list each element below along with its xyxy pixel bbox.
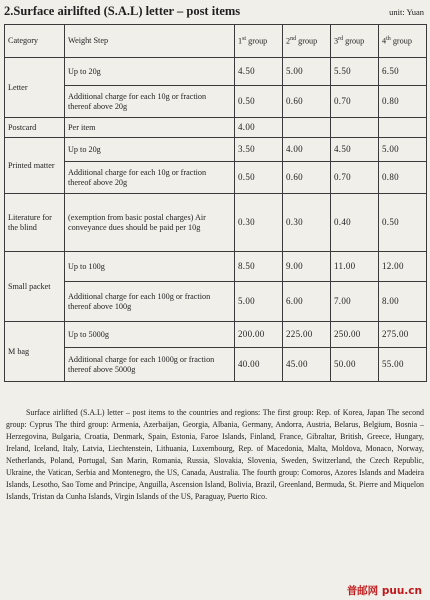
table-row [5, 322, 427, 348]
rate-g1: 8.50 [235, 252, 283, 282]
rate-g2: 0.60 [283, 86, 331, 118]
rate-g4: 0.80 [379, 86, 427, 118]
weight-step: Additional charge for each 10g or fraction thereof above 20g [65, 162, 235, 194]
table-row [5, 138, 427, 162]
table-row [5, 282, 427, 322]
rate-g4: 8.00 [379, 282, 427, 322]
rate-g4: 5.00 [379, 138, 427, 162]
table-row [5, 58, 427, 86]
rate-g3: 5.50 [331, 58, 379, 86]
rate-g3: 0.40 [331, 194, 379, 252]
table-row [5, 348, 427, 382]
title-row [4, 4, 426, 22]
rate-g4: 55.00 [379, 348, 427, 382]
category-m-bag: M bag [5, 322, 65, 382]
rate-g4: 0.80 [379, 162, 427, 194]
rate-g1: 4.00 [235, 118, 283, 138]
site-watermark: 普邮网 puu.cn [346, 585, 422, 597]
rate-g4: 6.50 [379, 58, 427, 86]
rate-g2 [283, 118, 331, 138]
weight-step: Per item [65, 118, 235, 138]
rate-g1: 5.00 [235, 282, 283, 322]
weight-step: Up to 20g [65, 138, 235, 162]
rate-g3: 0.70 [331, 86, 379, 118]
rate-g3: 11.00 [331, 252, 379, 282]
rate-g3: 7.00 [331, 282, 379, 322]
col-header-group-1: 1st group [235, 25, 283, 58]
rate-g2: 45.00 [283, 348, 331, 382]
rate-g2: 6.00 [283, 282, 331, 322]
table-row [5, 86, 427, 118]
rate-g3: 4.50 [331, 138, 379, 162]
rate-g3: 250.00 [331, 322, 379, 348]
rate-g1: 0.50 [235, 86, 283, 118]
col-header-group-4: 4th group [379, 25, 427, 58]
rate-g2: 5.00 [283, 58, 331, 86]
rate-g2: 0.60 [283, 162, 331, 194]
table-row [5, 162, 427, 194]
rate-g4: 0.50 [379, 194, 427, 252]
weight-step: (exemption from basic postal charges) Air conveyance dues should be paid per 10g [65, 194, 235, 252]
category-printed-matter: Printed matter [5, 138, 65, 194]
rate-g1: 0.30 [235, 194, 283, 252]
notes-paragraph: Surface airlifted (S.A.L) letter – post items to the countries and regions: The first group: Rep. of Korea, Japan The second group: Cyprus The third group: Armenia, Azerbaijan, Georgia, Albania, Germany, Andorra, Austria, Belarus, Belgium, Bosnia – Herzegovina, Bulgaria, Croatia, Denmark, Spain, Estonia, Faroe Islands, Finland, France, Gibraltar, British, Greece, Hungary, Ireland, Iceland, Italy, Latvia, Liechtenstein, Lithuania, Luxembourg, Rep. of Macedonia, Malta, Moldova, Monaco, Norway, Netherlands, Poland, Portugal, San Marin, Romania, Russia, Slovakia, Slovenia, Sweden, Switzerland, the Czech Republic, Ukraine, the Vatican, Serbia and Montenegro, the US, Canada, Australia. The fourth group: Comoros, Azores Islands and Madeira Islands, Lesotho, Sao Tome and Principe, Anguilla, Ascension Island, Bolivia, Brazil, Greenland, Bermuda, St. Pierre and Miquelon Islands, Tristan da Cunha Islands, Virgin Islands of the US, Paraguay, Puerto Rico. [6, 408, 424, 502]
rate-g2: 9.00 [283, 252, 331, 282]
weight-step: Up to 20g [65, 58, 235, 86]
rate-g4 [379, 118, 427, 138]
category-letter: Letter [5, 58, 65, 118]
rate-g3: 50.00 [331, 348, 379, 382]
table-row [5, 118, 427, 138]
rate-g3: 0.70 [331, 162, 379, 194]
category-postcard: Postcard [5, 118, 65, 138]
rate-g1: 200.00 [235, 322, 283, 348]
col-header-category: Category [5, 25, 65, 58]
category-small-packet: Small packet [5, 252, 65, 322]
rate-g1: 0.50 [235, 162, 283, 194]
rate-g2: 225.00 [283, 322, 331, 348]
table-row [5, 252, 427, 282]
col-header-group-2: 2nd group [283, 25, 331, 58]
col-header-group-3: 3rd group [331, 25, 379, 58]
weight-step: Additional charge for each 1000g or fraction thereof above 5000g [65, 348, 235, 382]
col-header-weight-step: Weight Step [65, 25, 235, 58]
weight-step: Up to 100g [65, 252, 235, 282]
rate-g2: 4.00 [283, 138, 331, 162]
country-group-notes [6, 407, 424, 503]
rate-g1: 3.50 [235, 138, 283, 162]
table-header-row [5, 25, 427, 58]
rate-g2: 0.30 [283, 194, 331, 252]
rate-g1: 4.50 [235, 58, 283, 86]
table-row [5, 194, 427, 252]
unit-label: unit: Yuan [389, 7, 424, 17]
weight-step: Additional charge for each 10g or fraction thereof above 20g [65, 86, 235, 118]
rate-g3 [331, 118, 379, 138]
weight-step: Additional charge for each 100g or fraction thereof above 100g [65, 282, 235, 322]
rate-g4: 12.00 [379, 252, 427, 282]
rates-table [4, 24, 427, 382]
page-title: 2.Surface airlifted (S.A.L) letter – post items [4, 4, 241, 18]
rate-g4: 275.00 [379, 322, 427, 348]
rate-g1: 40.00 [235, 348, 283, 382]
weight-step: Up to 5000g [65, 322, 235, 348]
category-literature-blind: Literature for the blind [5, 194, 65, 252]
